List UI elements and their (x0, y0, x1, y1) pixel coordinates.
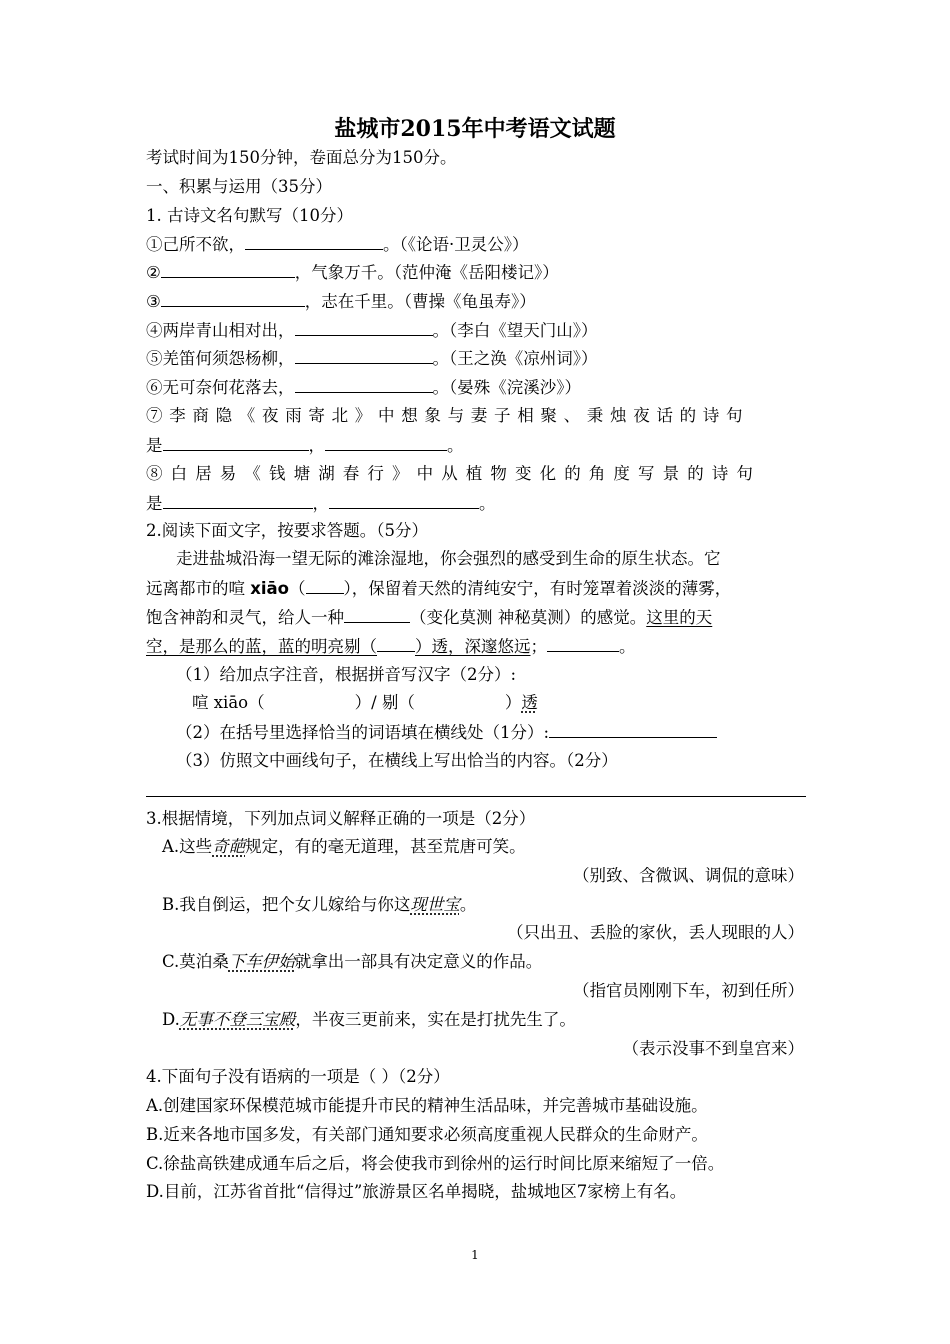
answer-blank[interactable] (549, 721, 717, 738)
answer-blank[interactable] (377, 635, 415, 652)
page-number: 1 (471, 1248, 479, 1262)
section-heading: 一、积累与运用（35分） (146, 177, 332, 196)
q3-option-a-note: （别致、含微讽、调侃的意味） (573, 866, 804, 885)
q1-item-8-line-1: ⑧白居易《钱塘湖春行》中从植物变化的角度写景的诗句 (146, 464, 761, 483)
option-text: C.莫泊桑 (162, 952, 229, 971)
q2-sub-2 (176, 721, 717, 744)
passage-text: 远离都市的喧 (146, 579, 251, 598)
option-text: A.这些 (162, 837, 213, 856)
q1-item-2-pre: ② (146, 263, 161, 282)
q1-item-7-pre: 是 (146, 436, 163, 455)
q1-item-6-post: 。（晏殊《浣溪沙》） (432, 378, 581, 397)
q1-item-7-line-2 (146, 434, 464, 457)
q2-sub-1: （1）给加点字注音，根据拼音写汉字（2分）: (176, 665, 517, 684)
q1-item-4-pre: ④两岸青山相对出， (146, 321, 295, 340)
passage-line-1: 走进盐城沿海一望无际的滩涂湿地，你会强烈的感受到生命的原生状态。它 (176, 549, 721, 568)
passage-text: （变化莫测 神秘莫测）的感觉。 (410, 608, 647, 627)
question-3-heading: 3.根据情境，下列加点词义解释正确的一项是（2分） (146, 809, 536, 828)
dotted-character: 透 (521, 693, 538, 712)
q3-option-d-note: （表示没事不到皇宫来） (622, 1039, 804, 1058)
q1-item-8-line-2 (146, 492, 496, 515)
answer-label: 喧 xiāo（ (192, 693, 265, 712)
q2-sub-2-text: （2）在括号里选择恰当的词语填在横线处（1分）: (176, 723, 550, 742)
q4-option-c: C.徐盐高铁建成通车后之后，将会使我市到徐州的运行时间比原来缩短了一倍。 (146, 1154, 725, 1173)
semicolon: ； (530, 637, 547, 656)
answer-blank[interactable] (295, 376, 433, 393)
q4-option-d: D.目前，江苏省首批“信得过”旅游景区名单揭晓，盐城地区7家榜上有名。 (146, 1182, 687, 1201)
q1-item-5-post: 。（王之涣《凉州词》） (432, 349, 598, 368)
q3-option-c (162, 951, 542, 973)
answer-blank[interactable] (295, 347, 433, 364)
q1-item-1 (146, 233, 529, 256)
answer-label: ）/ 剔（ (354, 693, 415, 712)
q2-sub-1-answer (192, 692, 538, 714)
q1-item-1-pre: ①己所不欲， (146, 235, 245, 254)
underlined-sentence: 这里的天 (646, 608, 713, 627)
q1-item-5-pre: ⑤羌笛何须怨杨柳， (146, 349, 295, 368)
option-text: 。 (459, 895, 477, 914)
underlined-sentence: ）透，深邃悠远 (415, 637, 531, 656)
q1-item-4 (146, 319, 598, 342)
q4-option-b: B.近来各地市国多发，有关部门通知要求必须高度重视人民群众的生命财产。 (146, 1125, 708, 1144)
underlined-sentence: 空，是那么的蓝，蓝的明亮剔（ (146, 637, 377, 656)
answer-blank[interactable] (325, 434, 447, 451)
q3-option-b (162, 894, 476, 916)
answer-blank[interactable] (161, 290, 305, 307)
option-text: ，半夜三更前来，实在是打扰先生了。 (295, 1010, 576, 1029)
option-text: 规定，有的毫无道理，甚至荒唐可笑。 (245, 837, 526, 856)
option-text: B.我自倒运，把个女儿嫁给与你这 (162, 895, 411, 914)
q1-item-4-post: 。（李白《望天门山》） (432, 321, 598, 340)
answer-line[interactable] (146, 796, 806, 797)
answer-blank[interactable] (163, 434, 309, 451)
passage-text: 饱含神韵和灵气，给人一种 (146, 608, 344, 627)
q2-sub-3: （3）仿照文中画线句子，在横线上写出恰当的内容。（2分） (176, 751, 618, 770)
dotted-word: 现世宝 (410, 895, 460, 914)
answer-blank[interactable] (344, 606, 410, 623)
question-4-heading: 4.下面句子没有语病的一项是（ ）（2分） (146, 1067, 450, 1086)
passage-line-3 (146, 606, 712, 629)
passage-line-4 (146, 635, 636, 658)
comma: ， (308, 436, 325, 455)
exam-intro: 考试时间为150分钟，卷面总分为150分。 (146, 148, 457, 167)
period: 。 (619, 637, 636, 656)
q1-item-2 (146, 261, 559, 284)
q3-option-a (162, 836, 526, 858)
paren-open: （ (289, 579, 306, 598)
page-title: 盐城市2015年中考语文试题 (334, 116, 616, 142)
q3-option-d (162, 1009, 576, 1031)
option-text: 就拿出一部具有决定意义的作品。 (294, 952, 543, 971)
period: 。 (479, 494, 496, 513)
answer-blank[interactable] (163, 492, 313, 509)
dotted-word: 下车伊始 (228, 952, 295, 971)
answer-blank[interactable] (329, 492, 479, 509)
passage-line-2 (146, 577, 731, 600)
q1-item-6-pre: ⑥无可奈何花落去， (146, 378, 295, 397)
q4-option-a: A.创建国家环保模范城市能提升市民的精神生活品味，并完善城市基础设施。 (146, 1096, 708, 1115)
pinyin-xiao: xiāo (250, 579, 290, 598)
q1-item-7-line-1: ⑦李商隐《夜雨寄北》中想象与妻子相聚、秉烛夜话的诗句 (146, 406, 750, 425)
answer-blank[interactable] (295, 319, 433, 336)
comma: ， (312, 494, 329, 513)
question-1-heading: 1. 古诗文名句默写（10分） (146, 206, 353, 225)
q1-item-3-post: ，志在千里。（曹操《龟虽寿》） (304, 292, 536, 311)
q1-item-2-post: ，气象万千。（范仲淹《岳阳楼记》） (294, 263, 559, 282)
q3-option-b-note: （只出丑、丢脸的家伙，丢人现眼的人） (507, 923, 804, 942)
dotted-word: 奇葩 (212, 837, 246, 856)
period: 。 (447, 436, 464, 455)
question-2-heading: 2.阅读下面文字，按要求答题。（5分） (146, 521, 428, 540)
option-text: D. (162, 1010, 180, 1029)
q1-item-1-post: 。（《论语·卫灵公》） (383, 235, 529, 254)
q1-item-8-pre: 是 (146, 494, 163, 513)
q1-item-3 (146, 290, 536, 313)
q1-item-5 (146, 347, 598, 370)
answer-blank[interactable] (245, 233, 383, 250)
q3-option-c-note: （指官员刚刚下车，初到任所） (573, 981, 804, 1000)
answer-blank[interactable] (547, 635, 619, 652)
dotted-word: 无事不登三宝殿 (179, 1010, 296, 1029)
passage-text: ），保留着天然的清纯安宁，有时笼罩着淡淡的薄雾， (343, 579, 732, 598)
answer-blank[interactable] (161, 261, 295, 278)
q1-item-3-pre: ③ (146, 292, 161, 311)
answer-label: ） (504, 693, 522, 712)
q1-item-6 (146, 376, 581, 399)
answer-blank[interactable] (306, 577, 344, 594)
